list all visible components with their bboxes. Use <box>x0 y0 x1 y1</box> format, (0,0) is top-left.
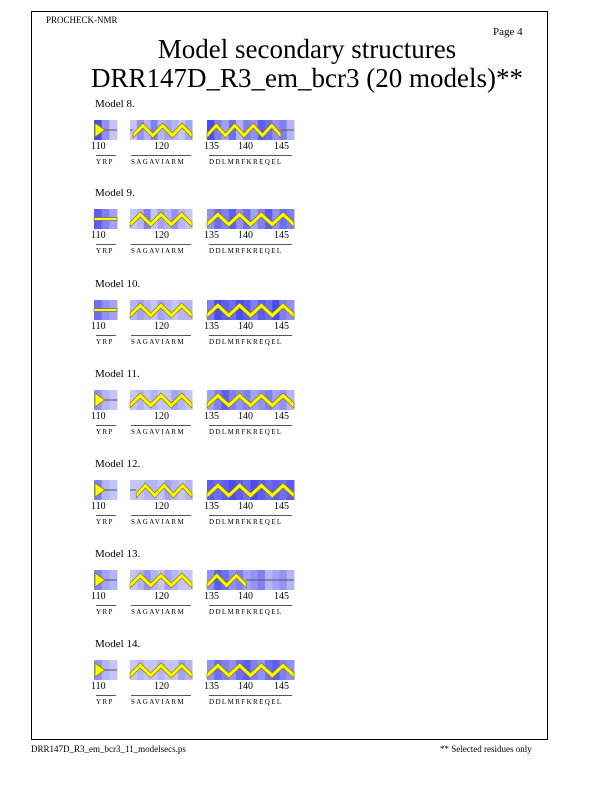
structure-panel <box>207 209 294 229</box>
sequence-rule <box>209 515 292 516</box>
residue-sequence: YRP <box>96 698 114 706</box>
residue-sequence: YRP <box>96 338 114 346</box>
sequence-rule <box>131 155 191 156</box>
structure-panel <box>94 390 117 410</box>
model-block <box>0 368 612 456</box>
residue-tick: 120 <box>154 411 169 422</box>
residue-tick: 145 <box>274 681 289 692</box>
residue-sequence: DDLMRFKREQEL <box>209 698 283 706</box>
residue-tick: 135 <box>204 681 219 692</box>
residue-tick: 135 <box>204 501 219 512</box>
residue-sequence: SAGAVIARM <box>131 338 186 346</box>
page-number: Page 4 <box>493 26 523 38</box>
residue-tick: 140 <box>238 411 253 422</box>
residue-tick: 140 <box>238 321 253 332</box>
residue-tick: 145 <box>274 411 289 422</box>
structure-panel <box>207 390 294 410</box>
sequence-rule <box>209 244 292 245</box>
residue-tick: 120 <box>154 681 169 692</box>
residue-sequence: SAGAVIARM <box>131 518 186 526</box>
structure-panel <box>130 120 192 140</box>
structure-panel <box>130 209 192 229</box>
page-title: Model secondary structures <box>157 34 457 64</box>
residue-tick: 120 <box>154 591 169 602</box>
residue-tick: 145 <box>274 230 289 241</box>
structure-panel <box>130 660 192 680</box>
sequence-rule <box>96 605 116 606</box>
structure-panel <box>94 120 117 140</box>
sequence-rule <box>131 425 191 426</box>
residue-tick: 110 <box>91 411 106 422</box>
footer-note: ** Selected residues only <box>440 744 532 754</box>
sequence-rule <box>209 155 292 156</box>
sequence-rule <box>131 335 191 336</box>
residue-sequence: SAGAVIARM <box>131 158 186 166</box>
model-label: Model 12. <box>95 458 141 470</box>
residue-tick: 110 <box>91 591 106 602</box>
model-block <box>0 548 612 636</box>
structure-panel <box>130 570 192 590</box>
residue-sequence: DDLMRFKREQEL <box>209 518 283 526</box>
model-label: Model 9. <box>95 187 135 199</box>
residue-tick: 140 <box>238 230 253 241</box>
model-block <box>0 638 612 726</box>
structure-panel <box>207 660 294 680</box>
residue-tick: 135 <box>204 230 219 241</box>
sequence-rule <box>96 155 116 156</box>
residue-sequence: YRP <box>96 247 114 255</box>
sequence-rule <box>131 695 191 696</box>
residue-tick: 140 <box>238 681 253 692</box>
residue-sequence: SAGAVIARM <box>131 608 186 616</box>
residue-sequence: YRP <box>96 158 114 166</box>
model-block <box>0 278 612 366</box>
residue-sequence: YRP <box>96 608 114 616</box>
sequence-rule <box>96 695 116 696</box>
model-label: Model 8. <box>95 98 135 110</box>
structure-panel <box>130 390 192 410</box>
residue-tick: 140 <box>238 591 253 602</box>
residue-tick: 110 <box>91 501 106 512</box>
sequence-rule <box>131 244 191 245</box>
structure-panel <box>130 480 192 500</box>
sequence-rule <box>96 515 116 516</box>
model-label: Model 11. <box>95 368 140 380</box>
sequence-rule <box>131 515 191 516</box>
structure-panel <box>94 660 117 680</box>
footer-filename: DRR147D_R3_em_bcr3_11_modelsecs.ps <box>31 744 186 754</box>
model-block <box>0 98 612 186</box>
residue-tick: 135 <box>204 141 219 152</box>
residue-sequence: DDLMRFKREQEL <box>209 428 283 436</box>
residue-tick: 110 <box>91 681 106 692</box>
residue-tick: 140 <box>238 501 253 512</box>
structure-panel <box>94 300 117 320</box>
residue-tick: 145 <box>274 591 289 602</box>
structure-panel <box>94 480 117 500</box>
page-subtitle: DRR147D_R3_em_bcr3 (20 models)** <box>91 63 523 93</box>
sequence-rule <box>209 605 292 606</box>
model-label: Model 13. <box>95 548 141 560</box>
residue-tick: 120 <box>154 501 169 512</box>
residue-tick: 135 <box>204 591 219 602</box>
program-name: PROCHECK-NMR <box>46 15 118 25</box>
residue-tick: 120 <box>154 321 169 332</box>
residue-sequence: DDLMRFKREQEL <box>209 608 283 616</box>
sequence-rule <box>96 425 116 426</box>
residue-sequence: SAGAVIARM <box>131 428 186 436</box>
residue-tick: 120 <box>154 230 169 241</box>
residue-sequence: DDLMRFKREQEL <box>209 158 283 166</box>
residue-sequence: YRP <box>96 518 114 526</box>
residue-tick: 140 <box>238 141 253 152</box>
residue-sequence: SAGAVIARM <box>131 698 186 706</box>
residue-tick: 110 <box>91 321 106 332</box>
structure-panel <box>94 570 117 590</box>
structure-panel <box>207 120 294 140</box>
structure-panel <box>207 300 294 320</box>
coil-line <box>94 309 117 312</box>
residue-sequence: YRP <box>96 428 114 436</box>
sequence-rule <box>96 244 116 245</box>
sequence-rule <box>209 335 292 336</box>
sequence-rule <box>209 425 292 426</box>
model-block <box>0 187 612 275</box>
sequence-rule <box>209 695 292 696</box>
residue-tick: 135 <box>204 411 219 422</box>
structure-panel <box>130 300 192 320</box>
model-label: Model 14. <box>95 638 141 650</box>
model-label: Model 10. <box>95 278 141 290</box>
structure-panel <box>207 480 294 500</box>
residue-sequence: DDLMRFKREQEL <box>209 247 283 255</box>
coil-line <box>94 218 117 221</box>
residue-tick: 145 <box>274 321 289 332</box>
sequence-rule <box>96 335 116 336</box>
residue-sequence: DDLMRFKREQEL <box>209 338 283 346</box>
residue-tick: 135 <box>204 321 219 332</box>
residue-tick: 120 <box>154 141 169 152</box>
residue-tick: 110 <box>91 230 106 241</box>
sequence-rule <box>131 605 191 606</box>
residue-tick: 145 <box>274 501 289 512</box>
residue-tick: 145 <box>274 141 289 152</box>
structure-panel <box>207 570 294 590</box>
model-block <box>0 458 612 546</box>
structure-panel <box>94 209 117 229</box>
residue-tick: 110 <box>91 141 106 152</box>
residue-sequence: SAGAVIARM <box>131 247 186 255</box>
